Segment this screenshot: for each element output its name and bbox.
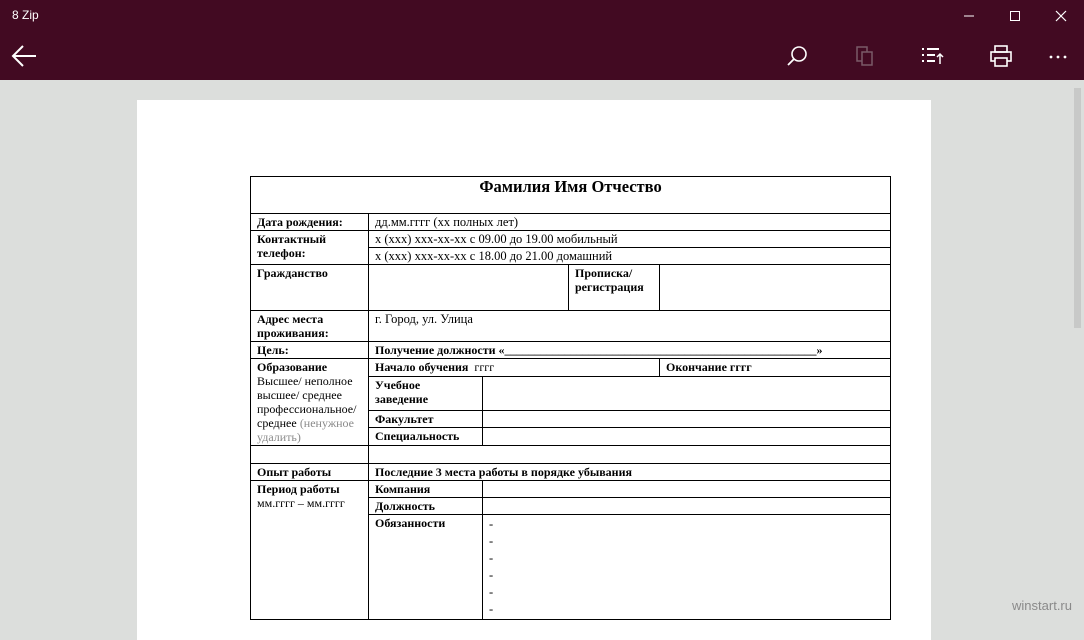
duty-item: - [489,517,494,531]
dob-label: Дата рождения: [251,214,369,231]
goal-label: Цель: [251,342,369,359]
duty-item: - [489,568,494,582]
citizenship-label: Гражданство [251,265,369,311]
minimize-button[interactable] [946,0,992,32]
study-start: Начало обучения гггг [369,359,660,377]
document-viewer[interactable] [0,80,1084,619]
title-bar [0,0,1084,32]
print-button[interactable] [977,32,1025,80]
duty-item: - [489,534,494,548]
duties-label: Обязанности [369,515,483,620]
phone-home: х (ххх) ххх-хх-хх с 18.00 до 21.00 домашний [369,248,891,265]
app-bar [0,32,1084,80]
list-icon [919,44,945,68]
dob-value: дд.мм.гггг (хх полных лет) [369,214,891,231]
period-cell [251,481,369,620]
resume-document [250,176,890,620]
resume-table [250,176,891,620]
list-button[interactable] [908,32,956,80]
duties-list [483,515,891,620]
position-value [483,498,891,515]
goal-value: Получение должности «____________________________________________________» [369,342,891,359]
institution-label: Учебное заведение [369,376,483,410]
faculty-value [483,410,891,428]
maximize-button[interactable] [992,0,1038,32]
blank-cell-left [251,446,369,464]
copy-button[interactable] [841,32,889,80]
registration-value [660,265,891,311]
close-button[interactable] [1038,0,1084,32]
study-end: Окончание гггг [660,359,891,377]
copy-icon [853,44,877,68]
address-label: Адрес места проживания: [251,311,369,342]
search-button[interactable] [773,32,821,80]
company-label: Компания [369,481,483,498]
education-cell [251,359,369,446]
search-icon [785,44,809,68]
app-title: 8 Zip [12,8,39,22]
duty-item: - [489,602,494,616]
experience-value: Последние 3 места работы в порядке убывания [369,464,891,481]
registration-label: Прописка/ регистрация [569,265,660,311]
education-label: Образование [257,360,328,374]
watermark: winstart.ru [1012,598,1072,613]
period-value: мм.гггг – мм.гггг [257,496,345,510]
specialty-value [483,428,891,446]
duty-item: - [489,585,494,599]
resume-title: Фамилия Имя Отчество [251,177,891,214]
institution-value [483,376,891,410]
faculty-label: Факультет [369,410,483,428]
more-button[interactable] [1034,32,1082,80]
maximize-icon [1009,10,1021,22]
document-page [137,100,931,640]
education-desc: Высшее/ неполное высшее/ среднее профессиональное/ среднее [257,374,357,430]
specialty-label: Специальность [369,428,483,446]
position-label: Должность [369,498,483,515]
period-label: Период работы [257,482,340,496]
back-arrow-icon [10,44,38,68]
back-button[interactable] [0,32,48,80]
address-value: г. Город, ул. Улица [369,311,891,342]
minimize-icon [963,10,975,22]
more-icon [1046,44,1070,68]
education-note: (ненужное удалить) [257,416,355,444]
blank-cell-right [369,446,891,464]
print-icon [989,44,1013,68]
company-value [483,481,891,498]
duty-item: - [489,551,494,565]
scrollbar[interactable] [1074,88,1081,328]
phone-label: Контактный телефон: [251,231,369,265]
phone-mobile: х (ххх) ххх-хх-хх с 09.00 до 19.00 мобильный [369,231,891,248]
close-icon [1055,10,1067,22]
experience-label: Опыт работы [251,464,369,481]
citizenship-value [369,265,569,311]
